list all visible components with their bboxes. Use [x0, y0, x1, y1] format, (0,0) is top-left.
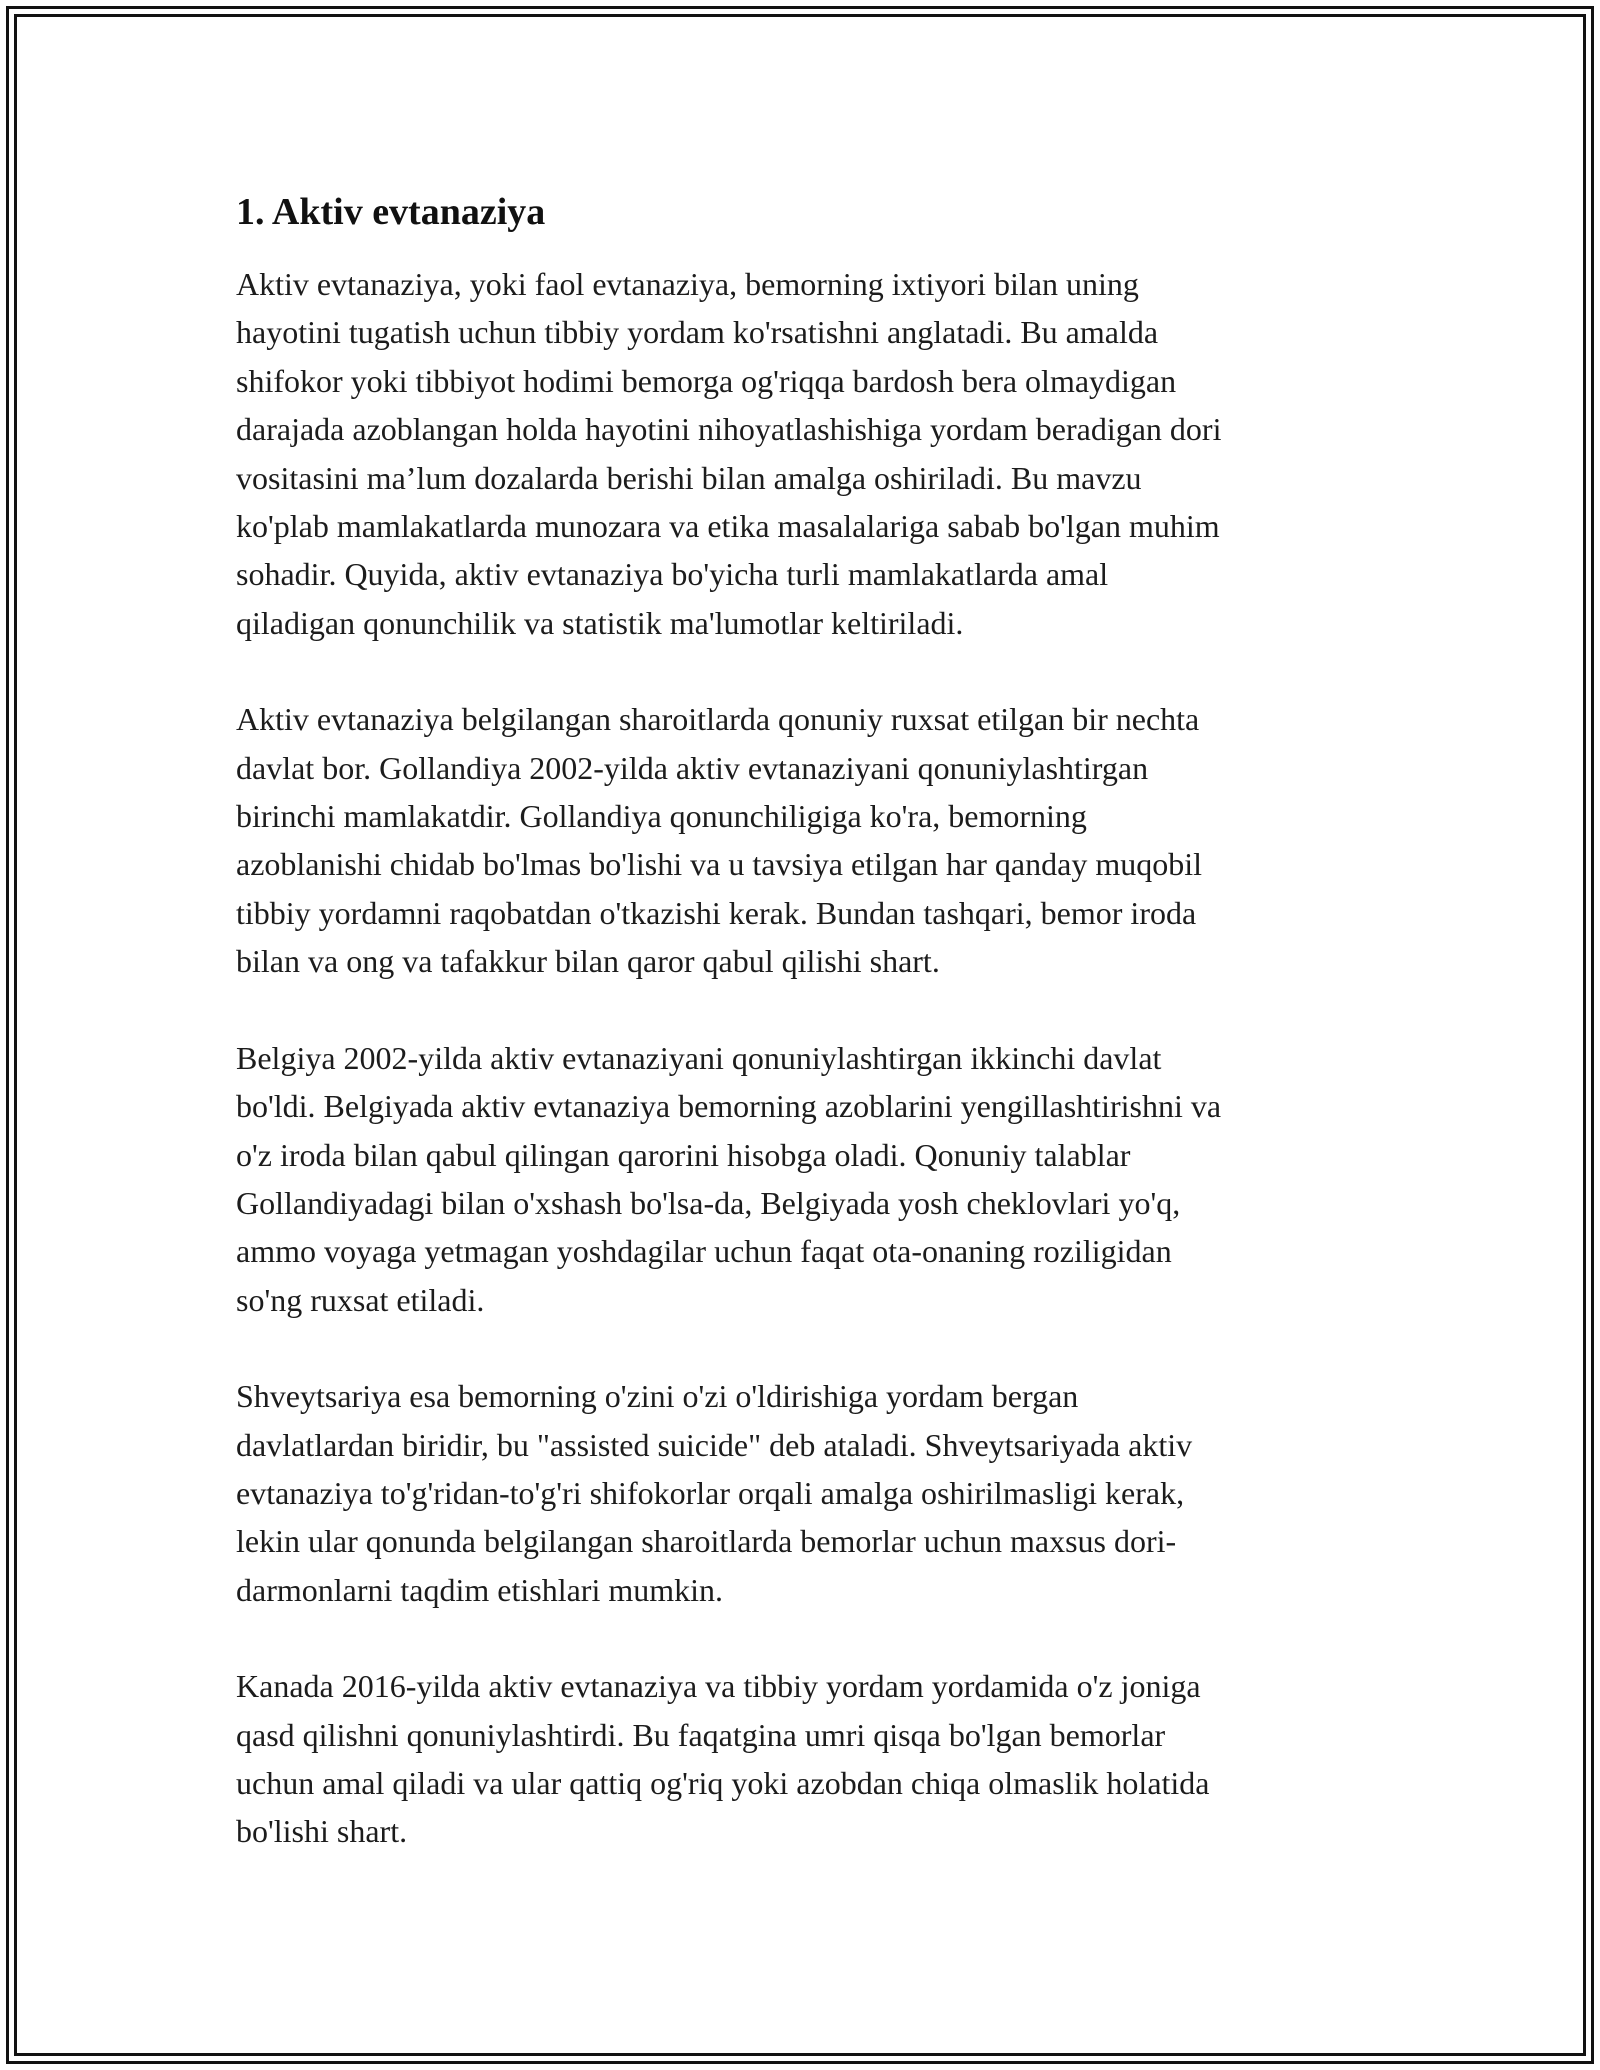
paragraph-intro: Aktiv evtanaziya, yoki faol evtanaziya, bemorning ixtiyori bilan uning hayotini tugatish uchun tibbiy yordam ko'rsatishni anglatadi. Bu amalda shifokor yoki tibbiyot hodimi bemorga og'riqqa bardosh bera olmaydigan darajada azoblangan holda hayotini nihoyatlashishiga yordam beradigan dori vositasini ma’lum dozalarda berishi bilan amalga oshiriladi. Bu mavzu ko'plab mamlakatlarda munozara va etika masalalariga sabab bo'lgan muhim sohadir. Quyida, aktiv evtanaziya bo'yicha turli mamlakatlarda amal qiladigan qonunchilik va statistik ma'lumotlar keltiriladi. — [236, 266, 1222, 641]
paragraph-netherlands: Aktiv evtanaziya belgilangan sharoitlarda qonuniy ruxsat etilgan bir nechta davlat bor. Gollandiya 2002-yilda aktiv evtanaziyani qonuniylashtirgan birinchi mamlakatdir. Gollandiya qonunchiligiga ko'ra, bemorning azoblanishi chidab bo'lmas bo'lishi va u tavsiya etilgan har qanday muqobil tibbiy yordamni raqobatdan o'tkazishi kerak. Bundan tashqari, bemor iroda bilan va ong va tafakkur bilan qaror qabul qilishi shart. — [236, 701, 1202, 980]
section-heading: 1. Aktiv evtanaziya — [236, 191, 546, 233]
paragraph-canada: Kanada 2016-yilda aktiv evtanaziya va tibbiy yordam yordamida o'z joniga qasd qilishni qonuniylashtirdi. Bu faqatgina umri qisqa bo'lgan bemorlar uchun amal qiladi va ular qattiq og'riq yoki azobdan chiqa olmaslik holatida bo'lishi shart. — [236, 1668, 1210, 1850]
document-body — [236, 186, 1376, 1904]
paragraph-switzerland: Shveytsariya esa bemorning o'zini o'zi o'ldirishiga yordam bergan davlatlardan biridir, bu "assisted suicide" deb ataladi. Shveytsariyada aktiv evtanaziya to'g'ridan-to'g'ri shifokorlar orqali amalga oshirilmasligi kerak, lekin ular qonunda belgilangan sharoitlarda bemorlar uchun maxsus dori- darmonlarni taqdim etishlari mumkin. — [236, 1378, 1193, 1608]
paragraph-belgium: Belgiya 2002-yilda aktiv evtanaziyani qonuniylashtirgan ikkinchi davlat bo'ldi. Belgiyada aktiv evtanaziya bemorning azoblarini yengillashtirishni va o'z iroda bilan qabul qilingan qarorini hisobga oladi. Qonuniy talablar Gollandiyadagi bilan o'xshash bo'lsa-da, Belgiyada yosh cheklovlari yo'q, ammo voyaga yetmagan yoshdagilar uchun faqat ota-onaning roziligidan so'ng ruxsat etiladi. — [236, 1039, 1222, 1318]
